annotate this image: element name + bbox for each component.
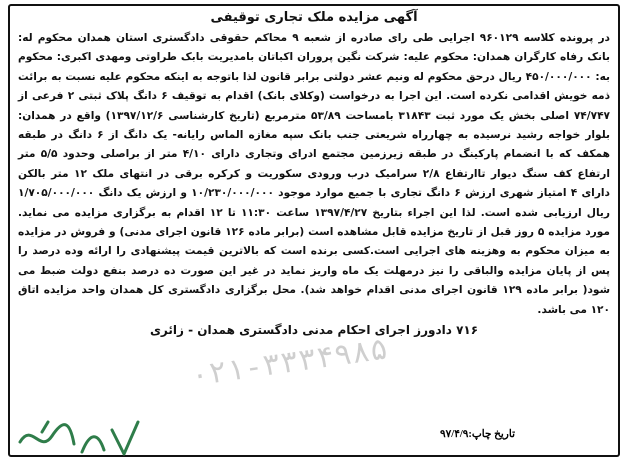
notice-body: در پرونده کلاسه ۹۶۰۱۲۹ اجرایی طی رای صادره از شعبه ۹ محاکم حقوقی دادگستری استان همدان محکوم له: بانک رفاه کارگران همدان: محکوم علیه: شرکت نگین پروران اکباتان بامدیریت بابک طراوتی ومهدی اکبری: محکوم به: ۴۵۰/۰۰۰/۰۰۰ ریال درحق محکوم له ونیم عشر دولتی برابر قانون لذا باتوجه به اینکه محکوم علیه نسبت به برائت ذمه خویش اقدامی نکرده است. این اجرا به درخواست (وکلای بانک) اقدام به توقیف ۶ دانگ پلاک ثبتی ۲ فرعی از ۷۴/۷۴۷ اصلی بخش یک مورد ثبت ۳۱۸۴۳ بامساحت ۵۳/۸۹ مترمربع (تاریخ کارشناسی ۱۳۹۷/۱۲/۶) واقع در همدان: بلوار خواجه رشید نرسیده به چهارراه شریعتی جنب بانک سپه مغازه الماس رایانه- یک دانگ از ۶ دانگ در طبقه همکف که با انضمام پارکینگ در طبقه زیرزمین مجتمع ادرای وتجاری دارای ۴/۱۰ متر از براصلی وحدود ۵/۵ متر ارتفاع کف سنگ دیوار تاارتفاع ۲/۸ سرامیک درب ورودی سکوریت و کرکره برقی در انتهای ملک ۱۲ متر بالکن دارای ۴ امتیاز شهری ارزش ۶ دانگ تجاری با جمیع موارد موجود ۱۰/۲۳۰/۰۰۰/۰۰۰ و ارزش یک دانگ ۱/۷۰۵/۰۰۰/۰۰۰ ریال ارزیابی شده است. لذا این اجراء بتاریخ ۱۳۹۷/۴/۲۷ ساعت ۱۱:۳۰ تا ۱۲ اقدام به برگزاری مزایده می نماید. مورد مزایده ۵ روز قبل از تاریخ مزایده قابل مشاهده است (برابر ماده ۱۲۶ قانون اجرای مدنی) و فروش در مزایده به میزان محکوم به وهزینه های اجرایی است.کسی برنده است که بالاترین قیمت پیشنهادی را ارائه وده درصد را پس از پایان مزایده والباقی را نیز درمهلت یک ماه واریز نماید در غیر این صورت ده درصد بنفع دولت ضبط می شود( برابر ماده ۱۲۹ قانون اجرای مدنی اقدام خواهد شد). محل برگزاری دادگستری کل همدان واحد مزایده اتاق ۱۲۰ می باشد. xyxy=(18,32,611,316)
publish-date: تاریخ چاپ:۹۷/۴/۹ xyxy=(440,429,515,440)
auction-notice-box xyxy=(8,4,620,457)
notice-title: آگهی مزایده ملک تجاری توقیفی xyxy=(210,10,418,25)
phone-watermark: ۰۲۱-۳۳۳۴۹۸۵ xyxy=(188,331,391,394)
notice-signature: ۷۱۶ دادورز اجرای احکام مدنی دادگستری همدان - زائری xyxy=(149,323,479,338)
